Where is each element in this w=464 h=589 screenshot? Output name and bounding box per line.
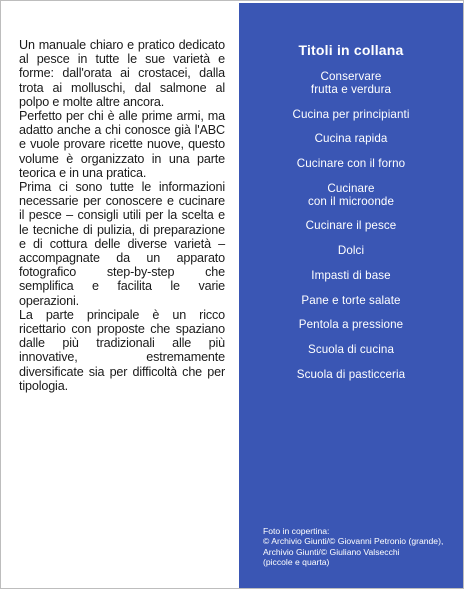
series-item-line: frutta e verdura (310, 83, 392, 96)
series-item (239, 318, 463, 331)
series-item (239, 368, 463, 381)
description-paragraph: La parte principale è un ricco ricettario con proposte che spaziano dalle più tradizionali alle più innovative, estremamente diversificate sia per difficoltà che per tipologia. (19, 307, 225, 393)
series-item-line: Pane e torte salate (301, 293, 401, 307)
series-item-line: Cucinare con il forno (296, 157, 406, 171)
series-item-line: Pentola a pressione (298, 318, 404, 332)
series-item (239, 269, 463, 282)
photo-credits (263, 526, 458, 568)
description-paragraph: Prima ci sono tutte le informazioni necessarie per conoscere e cucinare il pesce – consigli utili per la scelta e le tecniche di pulizia, di preparazione e di cottura delle diverse varietà – accompagnate da un apparato fotografico step-by-step che semplifica e facilita le varie operazioni. (19, 180, 225, 308)
series-item (239, 132, 463, 145)
series-panel (239, 3, 463, 589)
credits-line: Foto in copertina: (263, 526, 330, 536)
series-item-line: Impasti di base (311, 268, 391, 282)
series-item-line: Scuola di cucina (307, 342, 395, 356)
series-list (239, 70, 463, 392)
series-item-line: Scuola di pasticceria (296, 367, 406, 381)
series-item-line: Conservare (320, 70, 382, 83)
series-item-line: Cucina rapida (314, 132, 388, 146)
description-paragraph: Perfetto per chi è alle prime armi, ma adatto anche a chi conosce già l'ABC e vuole provare ricette nuove, questo volume è organizzato in una parte teorica e in una pratica. (19, 109, 225, 180)
series-item-line: con il microonde (307, 194, 395, 208)
credits-line: Archivio Giunti/© Giuliano Valsecchi (263, 546, 400, 557)
series-item-line: Cucina per principianti (292, 107, 410, 121)
series-item (239, 157, 463, 170)
series-item (239, 219, 463, 232)
series-item (239, 108, 463, 121)
credits-line: (piccole e quarta) (263, 557, 330, 568)
series-item (239, 343, 463, 356)
description-paragraph: Un manuale chiaro e pratico dedicato al pesce in tutte le sue varietà e forme: dall'orata ai crostacei, dalla trota ai molluschi, dal salmone al polpo e molte altre ancora. (19, 38, 225, 109)
series-title: Titoli in collana (298, 42, 404, 58)
series-item (239, 70, 463, 96)
credits-line: © Archivio Giunti/© Giovanni Petronio (grande), (263, 536, 444, 547)
series-item-line: Dolci (337, 244, 365, 258)
series-item (239, 244, 463, 257)
series-item-line: Cucinare (327, 181, 375, 195)
book-description (19, 38, 225, 393)
series-item (239, 182, 463, 208)
series-item-line: Cucinare il pesce (305, 219, 397, 233)
series-item (239, 294, 463, 307)
